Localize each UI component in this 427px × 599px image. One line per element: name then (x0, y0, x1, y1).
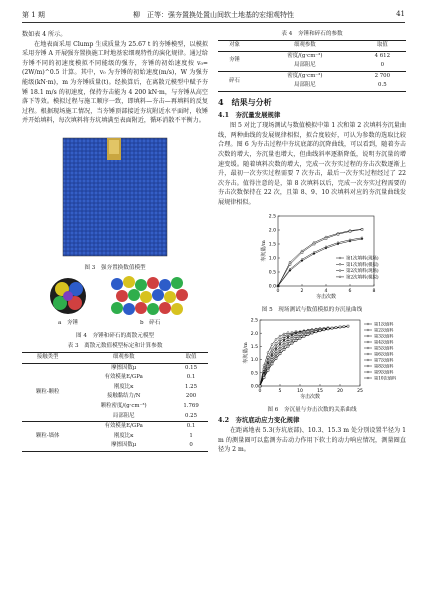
figure-4a-label: a 夯锤 (58, 319, 79, 326)
paragraph: 图 5 对比了现场测试与数值模拟中第 1 次和第 2 次填料夯沉量曲线，两种曲线的发展规律相似，拟合度较好，可认为参数的选取比较合理。图 6 为夯击过程中夯坑底部的沉降曲线，可以看到，随着夯击次数的增大，夯沉量也增大，但曲线斜率逐渐降低，说明夯沉量的增速变缓。随着填料次数的增大，完成一次夯实过程的夯击次数逐渐上升，最初一次夯实过程需要 7 次夯击，最后一次夯实过程经过了 22 次夯击。值得注意的是，第 8 次填料以后，完成一次夯实过程需要的夯击次数保持在 22 次，且第 8、9、10 次填料对应的夯沉量曲线发展规律相似。 (218, 122, 406, 206)
data-point (271, 343, 273, 345)
data-point (283, 348, 285, 350)
table-cell: 颗粒密度/(g·cm⁻³) (100, 402, 147, 409)
table-cell: 摩擦因数μ (111, 442, 137, 449)
legend-marker (367, 365, 369, 367)
y-tick-label: 0.5 (250, 370, 258, 376)
series-line (260, 330, 304, 385)
legend-label: 第7次填料 (374, 357, 394, 362)
x-tick-label: 20 (337, 388, 343, 394)
table-cell: 刚度比κ (113, 432, 134, 439)
data-point (275, 357, 277, 359)
x-axis-label: 夯击次数 (315, 293, 337, 300)
legend-marker (367, 335, 369, 337)
data-point (299, 337, 301, 339)
right-column (218, 30, 406, 455)
section-heading: 4 结果与分析 (218, 96, 272, 107)
y-tick-label: 0.0 (268, 284, 276, 290)
data-point (271, 356, 273, 358)
data-point (303, 335, 305, 337)
table-row (22, 422, 208, 432)
x-tick-label: 15 (317, 388, 323, 394)
page-number: 41 (396, 10, 405, 18)
legend-marker (339, 263, 341, 265)
legend-label: 第8次填料 (374, 363, 394, 368)
data-point (267, 351, 269, 353)
figure-6-chart (218, 316, 406, 404)
data-point (311, 331, 313, 333)
data-point (289, 261, 291, 263)
figure-5-caption: 图 5 现场测试与数值模拟的夯沉量曲线 (261, 306, 363, 313)
table-cell: 局部阻尼 (294, 82, 316, 89)
figure-3-numerical-model (55, 132, 175, 262)
y-tick-label: 2.5 (268, 214, 276, 220)
data-point (319, 329, 321, 331)
data-point (275, 350, 277, 352)
data-point (279, 352, 281, 354)
table-cell: 密度/(g·cm⁻³) (287, 72, 323, 79)
legend-label: 第6次填料 (374, 351, 394, 356)
table-row (22, 363, 208, 373)
legend-marker (367, 359, 369, 361)
table-cell: 局部阻尼 (112, 412, 135, 419)
legend-label: 第10次填料 (374, 375, 397, 380)
data-point (271, 362, 273, 364)
x-tick-label: 6 (348, 288, 352, 294)
data-point (291, 335, 293, 337)
data-point (335, 326, 337, 328)
y-axis-label: 夯沉量/m (243, 341, 249, 364)
legend-label: 第4次填料 (374, 339, 394, 344)
data-point (337, 233, 339, 235)
x-tick-label: 0 (258, 388, 262, 394)
legend-label: 第9次填料 (374, 369, 394, 374)
figure-4b-label: b 碎石 (140, 319, 161, 326)
data-point (279, 338, 281, 340)
legend-label: 第2次填料 (374, 327, 394, 332)
legend-marker (367, 341, 369, 343)
legend-marker (339, 257, 341, 259)
data-point (267, 369, 269, 371)
legend-marker (339, 269, 341, 271)
y-tick-label: 1.0 (268, 256, 276, 262)
y-tick-label: 0.0 (250, 384, 258, 390)
data-point (313, 243, 315, 245)
left-column (22, 30, 208, 452)
figure-6-caption: 图 6 夯沉量与夯击次数的关系曲线 (267, 406, 357, 413)
table-cell: 0.1 (186, 374, 196, 381)
data-point (279, 345, 281, 347)
table-cell: 0 (380, 62, 385, 69)
legend-label: 第1次填料(现场) (346, 256, 379, 261)
table-header-cell: 取值 (185, 353, 197, 360)
data-point (307, 333, 309, 335)
table-cell: 密度/(g·cm⁻³) (287, 52, 323, 59)
y-axis-label: 夯沉量/m (261, 239, 267, 262)
figure-3-caption: 图 3 强夯置换数值模型 (84, 264, 146, 271)
subsection-heading: 4.2 夯坑底动应力变化规律 (218, 415, 300, 424)
table-cell: 0.5 (378, 82, 387, 89)
legend-label: 第5次填料 (374, 345, 394, 350)
table-cell: 1.25 (185, 383, 198, 390)
data-point (349, 230, 351, 232)
figure-5-chart (218, 212, 406, 304)
data-point (323, 328, 325, 330)
subsection-heading: 4.1 夯沉量发展规律 (218, 110, 281, 119)
data-point (327, 327, 329, 329)
y-tick-label: 2.5 (250, 318, 258, 324)
legend-marker (367, 371, 369, 373)
data-point (275, 342, 277, 344)
data-point (287, 338, 289, 340)
data-point (289, 263, 291, 265)
legend-marker (367, 329, 369, 331)
table-header-cell: 接触类型 (36, 353, 59, 360)
x-tick-label: 5 (278, 388, 282, 394)
data-point (283, 341, 285, 343)
legend-marker (339, 276, 341, 278)
running-title: 柳 正等：强夯置换处置山间软土地基的宏细观特性 (133, 11, 294, 19)
table-4 (218, 40, 406, 92)
legend-label: 第2次填料(现场) (346, 268, 379, 274)
data-point (301, 251, 303, 253)
table-cell: 0.1 (186, 423, 196, 430)
table-cell: 有效模量E/GPa (104, 374, 143, 381)
data-point (291, 342, 293, 344)
running-header (22, 10, 405, 23)
figure-4 (22, 274, 208, 330)
data-point (343, 325, 345, 327)
y-tick-label: 2.0 (268, 228, 276, 234)
legend-marker (367, 353, 369, 355)
data-point (361, 228, 363, 230)
legend-marker (367, 377, 369, 379)
data-point (259, 385, 261, 387)
table-group-cell: 碎石 (229, 77, 240, 84)
x-tick-label: 25 (357, 388, 363, 394)
figure-4-caption: 图 4 夯锤和碎石的离散元模型 (75, 332, 155, 339)
table-cell: 有效模量E/GPa (104, 423, 143, 430)
data-point (287, 345, 289, 347)
data-point (347, 325, 349, 327)
table-cell: 0.15 (185, 364, 198, 371)
table-cell: 摩擦因数μ (111, 364, 137, 371)
x-tick-label: 2 (300, 288, 304, 294)
data-point (325, 237, 327, 239)
table-cell: 局部阻尼 (294, 62, 316, 69)
x-tick-label: 4 (324, 288, 328, 294)
table-cell: 2 700 (374, 72, 391, 79)
table-cell: 0.25 (185, 412, 198, 419)
table-header-cell: 细观参数 (294, 42, 316, 48)
data-point (271, 347, 273, 349)
x-tick-label: 8 (372, 288, 376, 294)
y-tick-label: 1.5 (250, 344, 258, 350)
table-cell: 1 (189, 432, 193, 439)
table-row (218, 71, 406, 81)
table-group-cell: 夯锤 (229, 57, 240, 64)
data-point (275, 338, 277, 340)
y-tick-label: 1.0 (250, 357, 258, 363)
table-3 (22, 352, 208, 452)
table-cell: 0 (189, 442, 193, 449)
x-tick-label: 0 (276, 288, 280, 294)
y-tick-label: 1.5 (268, 242, 276, 248)
table-header-cell: 对象 (229, 42, 240, 48)
issue-number: 第 1 期 (22, 11, 45, 19)
legend-label: 第1次填料(模拟) (346, 262, 379, 268)
table-cell: 200 (185, 393, 197, 400)
table-group-cell: 颗粒-颗粒 (35, 388, 60, 395)
data-point (263, 376, 265, 378)
series-line (260, 327, 328, 385)
paragraph: 在距离地表 5.3(夯坑底部)、10.3、15.3 m 处分别设置半径为 1 m 的测量圈可以监测夯击动力作用下软土的动力响应情况，测量圈直径为 2 m。 (218, 427, 406, 454)
table-4-title: 表 4 夯锤和碎石的参数 (281, 31, 343, 37)
x-tick-label: 10 (297, 388, 303, 394)
table-cell: 接触黏结力/N (106, 393, 141, 400)
legend-marker (367, 347, 369, 349)
paragraph: 在地表面采用 Clump 生成质量为 25.67 t 的夯锤模型，以模拟采用夯锤 A 开展强夯置换施工时地基宏细观特性的演化规律。通过给夯锤不同的初速度模拟不同能级的强夯，夯锤的初始速度按 v₀=(2W/m)^0.5 计算。其中，v₀ 为夯锤的初始速度(m/s)，W 为强夯能级(kN·m)，m 为夯锤质量(t)。经换算后，在离散元模型中赋予夯锤 18.1 m/s 的初速度，保持夯击能为 4 200 kN·m，与夯锤从高空落下等效。模拟过程与施工顺序一致，即填料—夯击—再填料的反复过程。根据现场施工情况，当夯锤顶部接近夯坑附近水平面时，收锤并开始填料，每次填料将夯坑填满至表面附近，循环消散不平衡力。 (22, 40, 208, 125)
data-point (339, 325, 341, 327)
legend-label: 第1次填料 (374, 321, 394, 326)
hammer-model (50, 278, 86, 314)
data-point (267, 356, 269, 358)
legend-marker (367, 323, 369, 325)
legend-label: 第2次填料(模拟) (346, 274, 379, 280)
table-row (218, 51, 406, 61)
table-3-title: 表 3 离散元数值模型标定和计算参数 (67, 342, 163, 349)
gravel-model (111, 276, 188, 315)
table-header-cell: 取值 (376, 42, 388, 48)
legend-label: 第3次填料 (374, 333, 394, 338)
data-point (315, 330, 317, 332)
table-cell: 4 612 (374, 52, 391, 59)
y-tick-label: 2.0 (250, 331, 258, 337)
data-point (331, 327, 333, 329)
x-axis-label: 夯击次数 (299, 393, 321, 400)
y-tick-label: 0.5 (268, 270, 276, 276)
table-cell: 1.769 (183, 402, 199, 409)
data-point (295, 339, 297, 341)
table-cell: 刚度比κ (113, 383, 134, 390)
paragraph: 数如表 4 所示。 (22, 31, 67, 38)
table-header-cell: 细观参数 (112, 353, 135, 360)
table-group-cell: 颗粒-墙体 (35, 432, 60, 439)
data-point (279, 335, 281, 337)
data-point (283, 332, 285, 334)
